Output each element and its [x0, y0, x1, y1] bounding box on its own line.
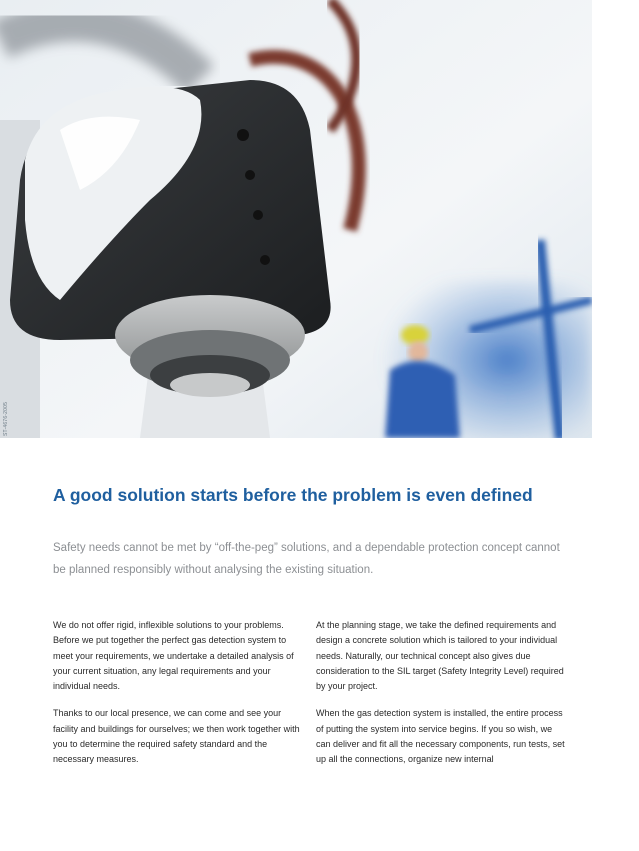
page-title: A good solution starts before the problem is even defined	[53, 485, 533, 505]
body-column-left	[53, 618, 305, 780]
intro-paragraph: Safety needs cannot be met by “off-the-peg” solutions, and a dependable protection concept cannot be planned responsibly without analysing the existing situation.	[53, 542, 560, 576]
body-paragraph: When the gas detection system is installed, the entire process of putting the system into service begins. If you so wish, we can deliver and fit all the necessary components, run tests, set up all the connections, organize new internal	[316, 708, 565, 765]
body-column-right	[316, 618, 568, 780]
body-paragraph: Thanks to our local presence, we can come and see your facility and buildings for ourselves; we then work together with you to determine the required safety standard and the necessary measures.	[53, 708, 300, 765]
body-paragraph: At the planning stage, we take the defined requirements and design a concrete solution which is tailored to your individual needs. Naturally, our technical concept also gives due consideration to the SIL target (Safety Integrity Level) required by your project.	[316, 620, 564, 692]
body-paragraph: We do not offer rigid, inflexible solutions to your problems. Before we put together the perfect gas detection system to meet your requirements, we undertake a detailed analysis of your current situation, any legal requirements and your individual needs.	[53, 620, 294, 692]
gas-detector-photo	[0, 0, 592, 438]
photo-credit: ST-4676-2005	[3, 401, 9, 436]
photo-illustration	[0, 0, 592, 438]
